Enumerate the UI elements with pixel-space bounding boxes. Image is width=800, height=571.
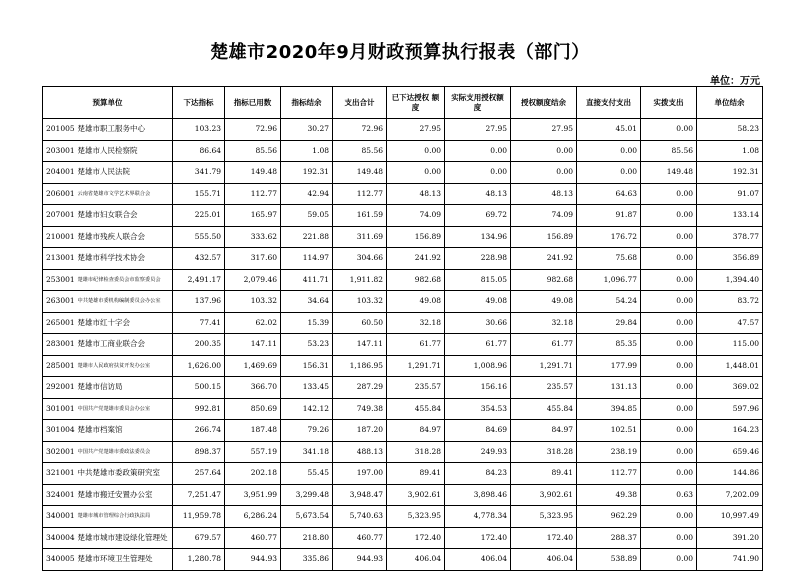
table-body: [43, 119, 763, 571]
value-cell: 3,902.61: [387, 484, 445, 506]
value-cell: 89.41: [387, 463, 445, 485]
value-cell: 406.04: [445, 549, 511, 571]
value-cell: 200.35: [173, 334, 225, 356]
value-cell: 304.66: [333, 248, 387, 270]
value-cell: 0.00: [641, 226, 697, 248]
value-cell: 149.48: [225, 162, 281, 184]
value-cell: 15.39: [281, 312, 333, 334]
value-cell: 172.40: [387, 527, 445, 549]
value-cell: 4,778.34: [445, 506, 511, 528]
value-cell: 460.77: [225, 527, 281, 549]
value-cell: 749.38: [333, 398, 387, 420]
unit-name-cell: 楚雄市人民检察院: [75, 140, 173, 162]
table-row: [43, 140, 763, 162]
value-cell: 0.00: [445, 162, 511, 184]
value-cell: 49.08: [511, 291, 577, 313]
value-cell: 30.66: [445, 312, 511, 334]
value-cell: 48.13: [445, 183, 511, 205]
value-cell: 815.05: [445, 269, 511, 291]
table-row: [43, 398, 763, 420]
value-cell: 58.23: [697, 119, 763, 141]
table-row: [43, 549, 763, 571]
value-cell: 27.95: [511, 119, 577, 141]
value-cell: 311.69: [333, 226, 387, 248]
value-cell: 944.93: [333, 549, 387, 571]
value-cell: 48.13: [387, 183, 445, 205]
value-cell: 84.69: [445, 420, 511, 442]
value-cell: 156.16: [445, 377, 511, 399]
value-cell: 54.24: [577, 291, 641, 313]
value-cell: 1,008.96: [445, 355, 511, 377]
unit-code-cell: 203001: [43, 140, 75, 162]
value-cell: 149.48: [641, 162, 697, 184]
col-header-real-pay: 实拨支出: [641, 87, 697, 119]
value-cell: 48.13: [511, 183, 577, 205]
value-cell: 1,469.69: [225, 355, 281, 377]
value-cell: 257.64: [173, 463, 225, 485]
value-cell: 0.00: [387, 162, 445, 184]
table-row: [43, 291, 763, 313]
value-cell: 172.40: [511, 527, 577, 549]
value-cell: 11,959.78: [173, 506, 225, 528]
value-cell: 411.71: [281, 269, 333, 291]
unit-code-cell: 340001: [43, 506, 75, 528]
value-cell: 10,997.49: [697, 506, 763, 528]
value-cell: 555.50: [173, 226, 225, 248]
unit-name-cell: 中国共产党楚雄市委员会办公室: [75, 398, 173, 420]
table-row: [43, 334, 763, 356]
value-cell: 62.02: [225, 312, 281, 334]
unit-name-cell: 楚雄市环境卫生管理处: [75, 549, 173, 571]
unit-name-cell: 楚雄市人民法院: [75, 162, 173, 184]
col-header-balance: 指标结余: [281, 87, 333, 119]
value-cell: 144.86: [697, 463, 763, 485]
value-cell: 3,898.46: [445, 484, 511, 506]
value-cell: 5,323.95: [511, 506, 577, 528]
value-cell: 79.26: [281, 420, 333, 442]
value-cell: 59.05: [281, 205, 333, 227]
value-cell: 0.00: [387, 140, 445, 162]
value-cell: 0.00: [641, 334, 697, 356]
col-header-unit-balance: 单位结余: [697, 87, 763, 119]
unit-name-cell: 中共楚雄市委机构编制委员会办公室: [75, 291, 173, 313]
unit-name-cell: 中共楚雄市委政策研究室: [75, 463, 173, 485]
value-cell: 335.86: [281, 549, 333, 571]
unit-name-cell: 楚雄市残疾人联合会: [75, 226, 173, 248]
value-cell: 176.72: [577, 226, 641, 248]
value-cell: 944.93: [225, 549, 281, 571]
col-header-authorized: 已下达授权 额 度: [387, 87, 445, 119]
value-cell: 149.48: [333, 162, 387, 184]
value-cell: 72.96: [225, 119, 281, 141]
value-cell: 1,280.78: [173, 549, 225, 571]
value-cell: 85.56: [225, 140, 281, 162]
col-header-direct-pay: 直接支付支出: [577, 87, 641, 119]
value-cell: 91.87: [577, 205, 641, 227]
value-cell: 134.96: [445, 226, 511, 248]
value-cell: 1,911.82: [333, 269, 387, 291]
value-cell: 0.00: [445, 140, 511, 162]
value-cell: 659.46: [697, 441, 763, 463]
unit-name-cell: 楚雄市红十字会: [75, 312, 173, 334]
col-header-allocated: 下达指标: [173, 87, 225, 119]
value-cell: 197.00: [333, 463, 387, 485]
value-cell: 288.37: [577, 527, 641, 549]
value-cell: 0.00: [577, 162, 641, 184]
value-cell: 89.41: [511, 463, 577, 485]
value-cell: 0.00: [577, 140, 641, 162]
value-cell: 102.51: [577, 420, 641, 442]
unit-code-cell: 207001: [43, 205, 75, 227]
table-header-row: [43, 87, 763, 119]
value-cell: 177.99: [577, 355, 641, 377]
value-cell: 982.68: [511, 269, 577, 291]
value-cell: 85.56: [641, 140, 697, 162]
value-cell: 225.01: [173, 205, 225, 227]
value-cell: 61.77: [387, 334, 445, 356]
table-row: [43, 162, 763, 184]
value-cell: 228.98: [445, 248, 511, 270]
value-cell: 0.00: [641, 269, 697, 291]
value-cell: 112.77: [225, 183, 281, 205]
value-cell: 391.20: [697, 527, 763, 549]
value-cell: 53.23: [281, 334, 333, 356]
value-cell: 156.89: [387, 226, 445, 248]
value-cell: 32.18: [387, 312, 445, 334]
value-cell: 597.96: [697, 398, 763, 420]
unit-code-cell: 265001: [43, 312, 75, 334]
value-cell: 0.63: [641, 484, 697, 506]
value-cell: 6,286.24: [225, 506, 281, 528]
value-cell: 133.45: [281, 377, 333, 399]
value-cell: 192.31: [281, 162, 333, 184]
table-row: [43, 441, 763, 463]
value-cell: 333.62: [225, 226, 281, 248]
unit-code-cell: 210001: [43, 226, 75, 248]
value-cell: 0.00: [641, 355, 697, 377]
value-cell: 0.00: [641, 377, 697, 399]
table-row: [43, 463, 763, 485]
value-cell: 0.00: [641, 463, 697, 485]
value-cell: 156.89: [511, 226, 577, 248]
value-cell: 318.28: [511, 441, 577, 463]
value-cell: 221.88: [281, 226, 333, 248]
value-cell: 356.89: [697, 248, 763, 270]
value-cell: 156.31: [281, 355, 333, 377]
col-header-auth-balance: 授权额度结余: [511, 87, 577, 119]
value-cell: 3,902.61: [511, 484, 577, 506]
value-cell: 42.94: [281, 183, 333, 205]
value-cell: 3,948.47: [333, 484, 387, 506]
unit-code-cell: 301001: [43, 398, 75, 420]
value-cell: 103.32: [333, 291, 387, 313]
unit-name-cell: 楚雄市城市管理综合行政执法局: [75, 506, 173, 528]
unit-name-cell: 楚雄市工商业联合会: [75, 334, 173, 356]
unit-name-cell: 楚雄市科学技术协会: [75, 248, 173, 270]
unit-label: 单位：万元: [710, 76, 760, 87]
value-cell: 0.00: [641, 205, 697, 227]
value-cell: 7,202.09: [697, 484, 763, 506]
table-row: [43, 420, 763, 442]
unit-name-cell: 云南省楚雄市文学艺术界联合会: [75, 183, 173, 205]
value-cell: 741.90: [697, 549, 763, 571]
value-cell: 488.13: [333, 441, 387, 463]
col-header-used: 指标已用数: [225, 87, 281, 119]
value-cell: 1,291.71: [511, 355, 577, 377]
value-cell: 394.85: [577, 398, 641, 420]
budget-table: [42, 86, 763, 571]
table-row: [43, 312, 763, 334]
unit-name-cell: 楚雄市人民政府扶贫开发办公室: [75, 355, 173, 377]
unit-name-cell: 楚雄市档案馆: [75, 420, 173, 442]
col-header-actual-auth: 实际支用授权额度: [445, 87, 511, 119]
value-cell: 49.08: [387, 291, 445, 313]
value-cell: 0.00: [641, 312, 697, 334]
value-cell: 1.08: [281, 140, 333, 162]
value-cell: 164.23: [697, 420, 763, 442]
unit-code-cell: 213001: [43, 248, 75, 270]
value-cell: 84.23: [445, 463, 511, 485]
value-cell: 103.32: [225, 291, 281, 313]
value-cell: 69.72: [445, 205, 511, 227]
value-cell: 1,291.71: [387, 355, 445, 377]
value-cell: 0.00: [641, 248, 697, 270]
value-cell: 432.57: [173, 248, 225, 270]
value-cell: 0.00: [511, 140, 577, 162]
unit-code-cell: 204001: [43, 162, 75, 184]
unit-name-cell: 中国共产党楚雄市委政法委员会: [75, 441, 173, 463]
value-cell: 898.37: [173, 441, 225, 463]
unit-code-cell: 301004: [43, 420, 75, 442]
table-row: [43, 183, 763, 205]
value-cell: 61.77: [511, 334, 577, 356]
value-cell: 5,740.63: [333, 506, 387, 528]
table-row: [43, 226, 763, 248]
value-cell: 165.97: [225, 205, 281, 227]
value-cell: 238.19: [577, 441, 641, 463]
table-row: [43, 269, 763, 291]
value-cell: 460.77: [333, 527, 387, 549]
value-cell: 147.11: [333, 334, 387, 356]
value-cell: 455.84: [511, 398, 577, 420]
table-row: [43, 506, 763, 528]
unit-code-cell: 253001: [43, 269, 75, 291]
value-cell: 0.00: [641, 527, 697, 549]
unit-code-cell: 321001: [43, 463, 75, 485]
value-cell: 249.93: [445, 441, 511, 463]
unit-code-cell: 285001: [43, 355, 75, 377]
value-cell: 982.68: [387, 269, 445, 291]
value-cell: 0.00: [641, 119, 697, 141]
unit-code-cell: 263001: [43, 291, 75, 313]
unit-name-cell: 楚雄市职工服务中心: [75, 119, 173, 141]
value-cell: 455.84: [387, 398, 445, 420]
value-cell: 318.28: [387, 441, 445, 463]
unit-code-cell: 206001: [43, 183, 75, 205]
value-cell: 161.59: [333, 205, 387, 227]
value-cell: 103.23: [173, 119, 225, 141]
value-cell: 241.92: [387, 248, 445, 270]
value-cell: 500.15: [173, 377, 225, 399]
value-cell: 202.18: [225, 463, 281, 485]
unit-code-cell: 340004: [43, 527, 75, 549]
value-cell: 2,079.46: [225, 269, 281, 291]
value-cell: 84.97: [387, 420, 445, 442]
value-cell: 75.68: [577, 248, 641, 270]
value-cell: 354.53: [445, 398, 511, 420]
value-cell: 0.00: [641, 183, 697, 205]
value-cell: 142.12: [281, 398, 333, 420]
value-cell: 7,251.47: [173, 484, 225, 506]
value-cell: 5,323.95: [387, 506, 445, 528]
value-cell: 557.19: [225, 441, 281, 463]
table-row: [43, 205, 763, 227]
value-cell: 1,096.77: [577, 269, 641, 291]
value-cell: 115.00: [697, 334, 763, 356]
unit-code-cell: 201005: [43, 119, 75, 141]
value-cell: 86.64: [173, 140, 225, 162]
value-cell: 172.40: [445, 527, 511, 549]
value-cell: 1.08: [697, 140, 763, 162]
value-cell: 538.89: [577, 549, 641, 571]
table-row: [43, 527, 763, 549]
unit-name-cell: 楚雄市妇女联合会: [75, 205, 173, 227]
value-cell: 84.97: [511, 420, 577, 442]
value-cell: 5,673.54: [281, 506, 333, 528]
value-cell: 137.96: [173, 291, 225, 313]
value-cell: 83.72: [697, 291, 763, 313]
value-cell: 241.92: [511, 248, 577, 270]
unit-code-cell: 292001: [43, 377, 75, 399]
unit-code-cell: 283001: [43, 334, 75, 356]
value-cell: 147.11: [225, 334, 281, 356]
value-cell: 72.96: [333, 119, 387, 141]
report-title: 楚雄市2020年9月财政预算执行报表（部门）: [210, 42, 590, 63]
value-cell: 91.07: [697, 183, 763, 205]
unit-name-cell: 楚雄市城市建设绿化管理处: [75, 527, 173, 549]
value-cell: 49.08: [445, 291, 511, 313]
value-cell: 0.00: [641, 420, 697, 442]
value-cell: 55.45: [281, 463, 333, 485]
value-cell: 187.48: [225, 420, 281, 442]
value-cell: 27.95: [445, 119, 511, 141]
value-cell: 85.56: [333, 140, 387, 162]
value-cell: 30.27: [281, 119, 333, 141]
value-cell: 341.79: [173, 162, 225, 184]
col-header-expend-total: 支出合计: [333, 87, 387, 119]
value-cell: 85.35: [577, 334, 641, 356]
value-cell: 114.97: [281, 248, 333, 270]
value-cell: 266.74: [173, 420, 225, 442]
value-cell: 850.69: [225, 398, 281, 420]
value-cell: 27.95: [387, 119, 445, 141]
table-row: [43, 484, 763, 506]
unit-name-cell: 楚雄市纪律检查委员会市监察委员会: [75, 269, 173, 291]
value-cell: 64.63: [577, 183, 641, 205]
value-cell: 679.57: [173, 527, 225, 549]
value-cell: 235.57: [387, 377, 445, 399]
value-cell: 0.00: [641, 291, 697, 313]
unit-code-cell: 324001: [43, 484, 75, 506]
value-cell: 218.80: [281, 527, 333, 549]
value-cell: 74.09: [511, 205, 577, 227]
value-cell: 406.04: [387, 549, 445, 571]
value-cell: 341.18: [281, 441, 333, 463]
value-cell: 112.77: [577, 463, 641, 485]
value-cell: 1,626.00: [173, 355, 225, 377]
value-cell: 187.20: [333, 420, 387, 442]
table-row: [43, 377, 763, 399]
value-cell: 77.41: [173, 312, 225, 334]
value-cell: 992.81: [173, 398, 225, 420]
value-cell: 2,491.17: [173, 269, 225, 291]
value-cell: 1,448.01: [697, 355, 763, 377]
value-cell: 369.02: [697, 377, 763, 399]
value-cell: 1,186.95: [333, 355, 387, 377]
unit-name-cell: 楚雄市搬迁安置办公室: [75, 484, 173, 506]
value-cell: 32.18: [511, 312, 577, 334]
value-cell: 112.77: [333, 183, 387, 205]
value-cell: 47.57: [697, 312, 763, 334]
value-cell: 34.64: [281, 291, 333, 313]
table-row: [43, 119, 763, 141]
value-cell: 235.57: [511, 377, 577, 399]
unit-name-cell: 楚雄市信访局: [75, 377, 173, 399]
value-cell: 49.38: [577, 484, 641, 506]
value-cell: 962.29: [577, 506, 641, 528]
value-cell: 317.60: [225, 248, 281, 270]
unit-code-cell: 302001: [43, 441, 75, 463]
value-cell: 131.13: [577, 377, 641, 399]
col-header-unit: 预算单位: [43, 87, 173, 119]
table-row: [43, 248, 763, 270]
value-cell: 29.84: [577, 312, 641, 334]
unit-code-cell: 340005: [43, 549, 75, 571]
table-row: [43, 355, 763, 377]
value-cell: 287.29: [333, 377, 387, 399]
value-cell: 0.00: [641, 441, 697, 463]
value-cell: 3,951.99: [225, 484, 281, 506]
value-cell: 45.01: [577, 119, 641, 141]
value-cell: 1,394.40: [697, 269, 763, 291]
value-cell: 0.00: [641, 549, 697, 571]
value-cell: 406.04: [511, 549, 577, 571]
value-cell: 60.50: [333, 312, 387, 334]
value-cell: 74.09: [387, 205, 445, 227]
value-cell: 155.71: [173, 183, 225, 205]
value-cell: 3,299.48: [281, 484, 333, 506]
value-cell: 366.70: [225, 377, 281, 399]
value-cell: 378.77: [697, 226, 763, 248]
value-cell: 0.00: [511, 162, 577, 184]
value-cell: 0.00: [641, 398, 697, 420]
value-cell: 133.14: [697, 205, 763, 227]
value-cell: 192.31: [697, 162, 763, 184]
value-cell: 61.77: [445, 334, 511, 356]
value-cell: 0.00: [641, 506, 697, 528]
